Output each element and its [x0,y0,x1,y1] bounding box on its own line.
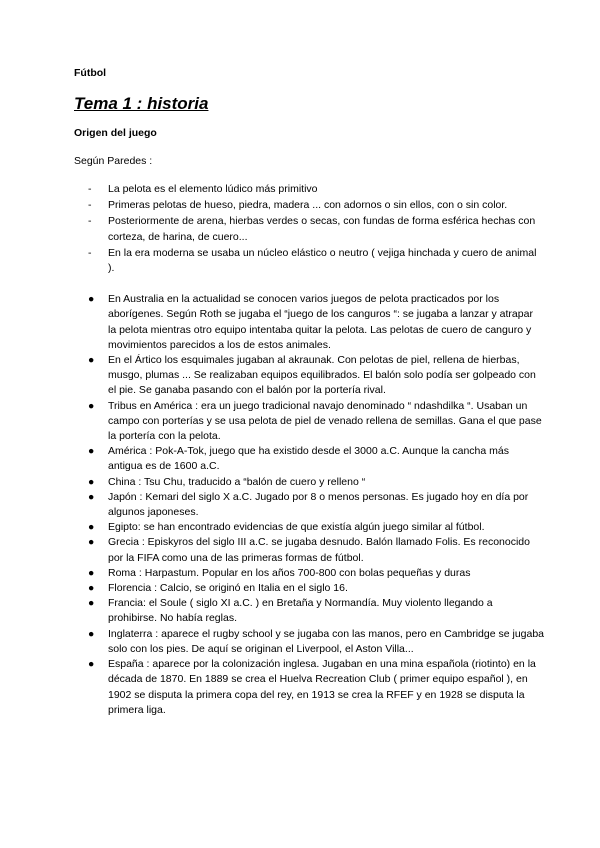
dash-marker: - [88,215,92,228]
bullet-marker: ● [88,354,95,367]
list-item [74,246,544,276]
list-item [74,182,544,197]
document-body [74,66,544,718]
list-item [74,292,544,353]
list-item [74,657,544,718]
list-item-text: América : Pok-A-Tok, juego que ha existido desde el 3000 a.C. Aunque la cancha más antigua es de 1600 a.C. [108,445,509,473]
list-item-text: Inglaterra : aparece el rugby school y se jugaba con las manos, pero en Cambridge se jugaba solo con los pies. De aquí se originan el Liverpool, el Aston Villa... [108,627,545,655]
bullet-marker: ● [88,475,95,488]
list-item-text: Grecia : Episkyros del siglo III a.C. se jugaba desnudo. Balón llamado Folis. Es reconocido por la FIFA como una de las primeras formas de fútbol. [108,536,530,564]
list-item [74,444,544,474]
list-item [74,520,544,535]
bullet-marker: ● [88,582,95,595]
list-item [74,581,544,596]
list-item-text: China : Tsu Chu, traducido a “balón de cuero y relleno “ [108,475,366,488]
list-item [74,535,544,565]
list-item [74,214,544,244]
list-item-text: Egipto: se han encontrado evidencias de que existía algún juego similar al fútbol. [108,521,485,534]
dash-list [74,182,544,276]
list-item [74,627,544,657]
intro-text: Según Paredes : [74,155,153,167]
dash-marker: - [88,246,92,259]
list-item [74,490,544,520]
bullet-marker: ● [88,445,95,458]
bullet-marker: ● [88,490,95,503]
list-item [74,198,544,213]
dash-marker: - [88,183,92,195]
list-item-text: Florencia : Calcio, se originó en Italia en el siglo 16. [108,582,348,595]
list-item-text: Posteriormente de arena, hierbas verdes o secas, con fundas de forma esférica hechas con corteza, de harina, de cuero... [108,215,536,243]
list-item-text: En la era moderna se usaba un núcleo elástico o neutro ( vejiga hinchada y cuero de animal ). [108,246,537,275]
list-item-text: Tribus en América : era un juego tradicional navajo denominado “ ndashdilka “. Usaban un campo con porterías y se usa pelota de piel de venado rellena de semillas. Gana el que pase la portería con la pelota. [108,399,542,443]
bullet-marker: ● [88,521,95,534]
list-item [74,566,544,581]
bullet-marker: ● [88,399,95,412]
list-item-text: La pelota es el elemento lúdico más primitivo [108,183,318,195]
list-item-text: Primeras pelotas de hueso, piedra, madera ... con adornos o sin ellos, con o sin color. [108,199,508,212]
list-item-text: Japón : Kemari del siglo X a.C. Jugado por 8 o menos personas. Es jugado hoy en día por algunos japoneses. [108,490,529,519]
bullet-marker: ● [88,293,95,306]
list-item [74,596,544,626]
bullet-marker: ● [88,597,95,610]
bullet-list [74,292,544,718]
list-item [74,475,544,490]
page-title: Tema 1 : historia [74,94,209,113]
list-item-text: Roma : Harpastum. Popular en los años 700-800 con bolas pequeñas y duras [108,566,471,579]
bullet-marker: ● [88,566,95,579]
list-item-text: España : aparece por la colonización inglesa. Jugaban en una mina española (riotinto) en la década de 1870. En 1889 se crea el Huelva Recreation Club ( primer equipo español ), en 1902 se disputa la primera copa del rey, en 1913 se crea la RFEF y en 1928 se disputa la primera liga. [108,658,536,716]
list-item [74,353,544,399]
section-heading: Origen del juego [74,127,157,139]
list-item [74,399,544,445]
list-item-text: En el Ártico los esquimales jugaban al akraunak. Con pelotas de piel, rellena de hierbas, musgo, plumas ... Se realizaban equipos equilibrados. El balón solo podía ser golpeado con el pie. Se ganaba pasando con el balón por la portería rival. [108,354,536,397]
bullet-marker: ● [88,658,95,671]
bullet-marker: ● [88,627,95,640]
list-item-text: En Australia en la actualidad se conocen varios juegos de pelota practicados por los aborígenes. Según Roth se jugaba el “juego de los canguros “: se jugaba a lanzar y atrapar la pelota mientras otro equipo intentaba quitar la pelota. Las pelotas de cuero de canguro y movimientos parecidos a los de estos animales. [108,293,533,351]
dash-marker: - [88,199,92,212]
subject-label: Fútbol [74,67,107,79]
list-item-text: Francia: el Soule ( siglo XI a.C. ) en Bretaña y Normandía. Muy violento llegando a prohibirse. No había reglas. [108,597,493,625]
bullet-marker: ● [88,536,95,549]
